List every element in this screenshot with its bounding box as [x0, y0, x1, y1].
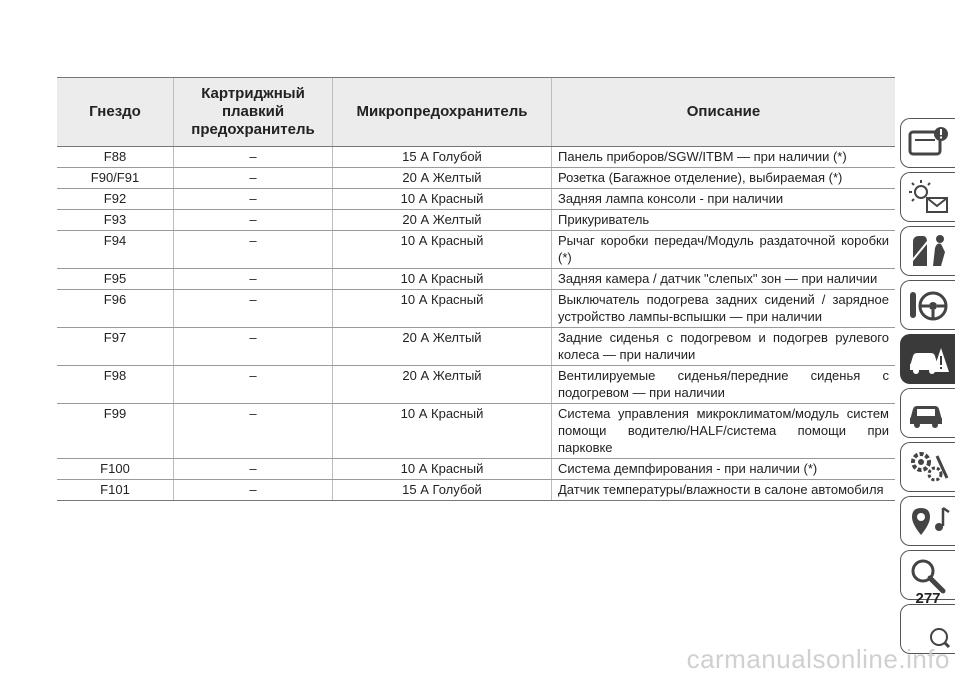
cartridge-fuse-cell: – — [174, 168, 333, 189]
socket-cell: F94 — [57, 231, 174, 269]
mini-fuse-cell: 15 А Голубой — [333, 480, 552, 501]
tab-multimedia[interactable] — [900, 496, 955, 546]
header-description: Описание — [552, 78, 896, 147]
description-cell: Задние сиденья с подогревом и подогрев рулевого колеса — при наличии — [552, 328, 896, 366]
mini-fuse-cell: 20 А Желтый — [333, 328, 552, 366]
table-row — [57, 480, 895, 501]
mini-fuse-cell: 20 А Желтый — [333, 366, 552, 404]
socket-cell: F98 — [57, 366, 174, 404]
description-cell: Прикуриватель — [552, 210, 896, 231]
gears-wrench-icon — [907, 448, 951, 486]
socket-cell: F97 — [57, 328, 174, 366]
tab-technical[interactable] — [900, 442, 955, 492]
socket-cell: F101 — [57, 480, 174, 501]
cartridge-fuse-cell: – — [174, 269, 333, 290]
description-cell: Выключатель подогрева задних сидений / зарядное устройство лампы-вспышки — при наличии — [552, 290, 896, 328]
socket-cell: F92 — [57, 189, 174, 210]
description-cell: Розетка (Багажное отделение), выбираемая (*) — [552, 168, 896, 189]
header-mini-fuse: Микропредохранитель — [333, 78, 552, 147]
socket-cell: F95 — [57, 269, 174, 290]
socket-cell: F93 — [57, 210, 174, 231]
light-mail-icon — [907, 178, 951, 216]
cartridge-fuse-cell: – — [174, 480, 333, 501]
description-cell: Задняя камера / датчик "слепых" зон — при наличии — [552, 269, 896, 290]
cartridge-fuse-cell: – — [174, 459, 333, 480]
description-cell: Задняя лампа консоли - при наличии — [552, 189, 896, 210]
chapter-tabs — [900, 118, 960, 658]
watermark-text: carmanualsonline.info — [686, 644, 950, 674]
description-cell: Датчик температуры/влажности в салоне автомобиля — [552, 480, 896, 501]
mini-fuse-cell: 10 А Красный — [333, 290, 552, 328]
socket-cell: F96 — [57, 290, 174, 328]
tab-service[interactable] — [900, 388, 955, 438]
cartridge-fuse-cell: – — [174, 147, 333, 168]
table-row — [57, 404, 895, 459]
table-row — [57, 366, 895, 404]
mini-fuse-cell: 10 А Красный — [333, 404, 552, 459]
description-cell: Панель приборов/SGW/ITBM — при наличии (*) — [552, 147, 896, 168]
header-socket: Гнездо — [57, 78, 174, 147]
socket-cell: F100 — [57, 459, 174, 480]
table-row — [57, 210, 895, 231]
music-navigation-icon — [907, 502, 951, 540]
mini-fuse-cell: 20 А Желтый — [333, 168, 552, 189]
table-header-row — [57, 78, 895, 147]
cartridge-fuse-cell: – — [174, 210, 333, 231]
table-row — [57, 231, 895, 269]
table-row — [57, 147, 895, 168]
description-cell: Система демпфирования - при наличии (*) — [552, 459, 896, 480]
socket-cell: F88 — [57, 147, 174, 168]
alphabet-index-icon — [907, 610, 951, 648]
cartridge-fuse-cell: – — [174, 404, 333, 459]
mini-fuse-cell: 10 А Красный — [333, 231, 552, 269]
table-row — [57, 189, 895, 210]
table-row — [57, 459, 895, 480]
magnifier-icon — [907, 556, 951, 594]
cartridge-fuse-cell: – — [174, 231, 333, 269]
socket-cell: F99 — [57, 404, 174, 459]
cartridge-fuse-cell: – — [174, 189, 333, 210]
socket-cell: F90/F91 — [57, 168, 174, 189]
description-cell: Рычаг коробки передач/Модуль раздаточной коробки (*) — [552, 231, 896, 269]
dashboard-info-icon — [907, 124, 951, 162]
steering-wheel-icon — [907, 286, 951, 324]
header-cartridge-fuse: Картриджный плавкий предохранитель — [174, 78, 333, 147]
mini-fuse-cell: 10 А Красный — [333, 459, 552, 480]
table-row — [57, 290, 895, 328]
table-row — [57, 269, 895, 290]
mini-fuse-cell: 10 А Красный — [333, 189, 552, 210]
description-cell: Вентилируемые сиденья/передние сиденья с подогревом — при наличии — [552, 366, 896, 404]
tab-safety[interactable] — [900, 226, 955, 276]
fuse-table — [57, 77, 895, 501]
tab-driving[interactable] — [900, 280, 955, 330]
description-cell: Система управления микроклиматом/модуль систем помощи водителю/HALF/система помощи при парковке — [552, 404, 896, 459]
tab-dashboard[interactable] — [900, 118, 955, 168]
cartridge-fuse-cell: – — [174, 328, 333, 366]
safety-seatbelt-icon — [907, 232, 951, 270]
page-number: 277 — [915, 590, 941, 607]
car-service-icon — [907, 394, 951, 432]
tab-emergency[interactable] — [900, 334, 955, 384]
mini-fuse-cell: 20 А Желтый — [333, 210, 552, 231]
table-row — [57, 168, 895, 189]
table-body — [57, 147, 895, 501]
cartridge-fuse-cell: – — [174, 290, 333, 328]
cartridge-fuse-cell: – — [174, 366, 333, 404]
table-row — [57, 328, 895, 366]
tab-lights[interactable] — [900, 172, 955, 222]
mini-fuse-cell: 15 А Голубой — [333, 147, 552, 168]
mini-fuse-cell: 10 А Красный — [333, 269, 552, 290]
car-breakdown-warning-icon — [907, 340, 951, 378]
